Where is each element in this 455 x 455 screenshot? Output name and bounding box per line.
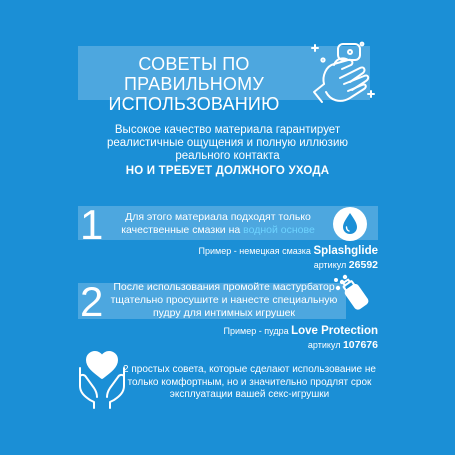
hand-washing-icon [304, 38, 384, 110]
step-2-example [160, 324, 378, 338]
step-2-text: После использования промойте мастурбатор тщательно просушите и нанесте специальную пудру для интимных игрушек [110, 281, 338, 319]
step-2-number: 2 [80, 278, 104, 325]
water-drop-icon [332, 206, 368, 242]
step-1-text-main: Для этого материала подходят только качественные смазки на [121, 211, 311, 236]
step-1-text [108, 211, 328, 237]
step-2-example-label: Пример - пудра [223, 326, 292, 336]
powder-bottle-icon [332, 272, 376, 316]
step-2-article-number: 107676 [342, 339, 378, 351]
step-2-article-label: артикул [307, 340, 343, 350]
step-1-example-label: Пример - немецкая смазка [198, 246, 314, 256]
step-1-highlight: водной основе [243, 224, 315, 236]
step-2-article [160, 338, 378, 352]
step-1-example-brand: Splashglide [313, 245, 378, 257]
page-title: СОВЕТЫ ПО ПРАВИЛЬНОМУ ИСПОЛЬЗОВАНИЮ [108, 54, 280, 114]
step-1-example [160, 244, 378, 258]
tip-text: 2 простых совета, которые сделают использование не только комфортным, но и значительно продлят срок эксплуатации вашей секс-игрушки [123, 364, 376, 400]
step-1-number: 1 [80, 201, 104, 248]
step-1-article [160, 258, 378, 272]
step-1-article-label: артикул [313, 260, 349, 270]
step-1-article-number: 26592 [348, 259, 378, 271]
intro-text: Высокое качество материала гарантирует реалистичные ощущения и полную иллюзию реального контакта [106, 124, 349, 162]
intro-emphasis: НО И ТРЕБУЕТ ДОЛЖНОГО УХОДА [125, 165, 330, 177]
step-2-example-brand: Love Protection [291, 325, 378, 337]
